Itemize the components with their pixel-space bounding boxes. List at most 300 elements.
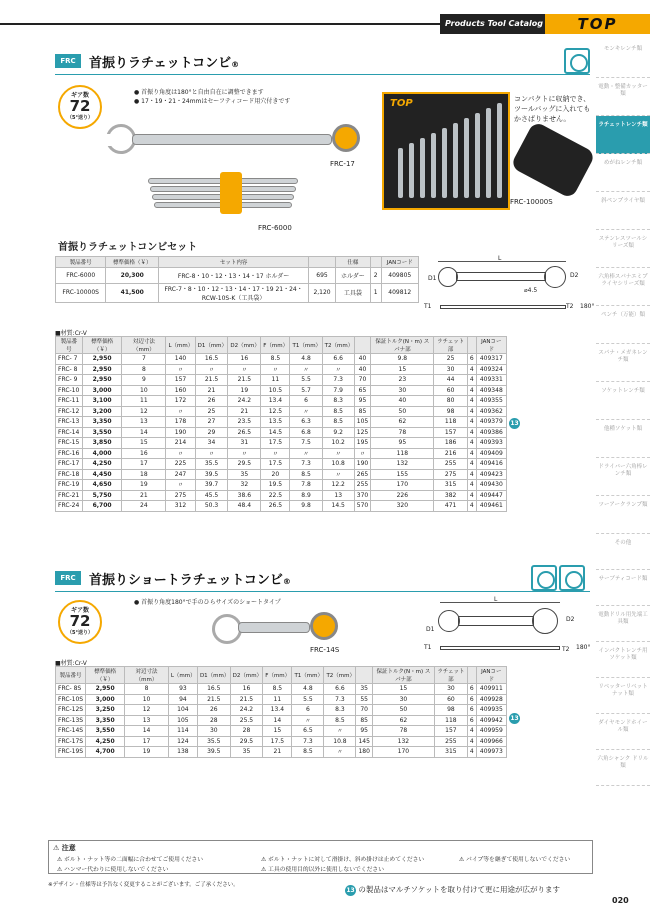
table-cell: 190: [354, 459, 370, 470]
table-cell: 70: [356, 705, 372, 716]
footnote: ※デザイン・仕様等は予告なく変更することがございます。ご了承ください。: [48, 882, 239, 888]
spec-header: 保証トルク(N・m) スパナ部: [371, 337, 434, 354]
table-cell: 12: [125, 705, 169, 716]
caution-box: ⚠ 注意 ⚠ ボルト・ナット等の二面幅に合わせてご使用ください ⚠ ボルト・ナットに対して滑掛け、斜め掛けは止めてください ⚠ パイプ等を継ぎて使用しないでください ⚠ ハンマー代わりに使用しないでください ⚠ 工具の使用目的以外に使用しないでください: [48, 840, 593, 874]
table-cell: 94: [168, 694, 197, 705]
table-cell: 16.5: [197, 684, 230, 695]
table-cell: 409959: [476, 726, 506, 737]
spec-header: JANコード: [476, 667, 506, 684]
table-cell: 4: [467, 385, 476, 396]
table-cell: FRC-10S: [56, 694, 86, 705]
table-cell: 6: [467, 705, 476, 716]
table-cell: 6.6: [322, 354, 354, 365]
table-cell: FRC- 7: [56, 354, 83, 365]
table-cell: 24.2: [228, 396, 261, 407]
material-2: ■材質:Cr-V: [55, 660, 87, 667]
table-cell: 19: [122, 480, 166, 491]
table-cell: 60: [434, 385, 467, 396]
table-cell: 2,950: [82, 354, 121, 365]
table-cell: 39.5: [197, 747, 230, 758]
table-cell: 8: [125, 684, 169, 695]
sidebar-item[interactable]: 六角棒スパナエミプライヤシリーズ類: [596, 268, 650, 306]
table-cell: FRC-19: [56, 480, 83, 491]
table-cell: 5.5: [290, 375, 322, 386]
dimension-diagram-2: L D1 D2 T1 T2 180°: [424, 596, 591, 653]
table-cell: 6: [292, 705, 324, 716]
spec-header: 保証トルク(N・m) スパナ部: [372, 667, 434, 684]
pouch-wrench: [431, 133, 436, 198]
table-cell: 216: [434, 448, 467, 459]
sidebar-item[interactable]: ツーアークランプ類: [596, 496, 650, 534]
set-header: 製品番号: [56, 257, 106, 268]
table-cell: 8.5: [263, 684, 292, 695]
table-cell: 16.5: [195, 354, 228, 365]
table-cell: 21: [122, 490, 166, 501]
table-cell: 4: [467, 747, 476, 758]
table-cell: 195: [354, 438, 370, 449]
table-cell: 409324: [476, 364, 506, 375]
table-cell: 3,200: [82, 406, 121, 417]
table-cell: FRC-24: [56, 501, 83, 512]
table-cell: 13.4: [263, 705, 292, 716]
section1-header: [55, 48, 590, 76]
table-cell: 6.6: [324, 684, 356, 695]
table-cell: 214: [166, 438, 195, 449]
table-cell: 114: [168, 726, 197, 737]
spec-header: [354, 337, 370, 354]
table-cell: 409386: [476, 427, 506, 438]
table-cell: 382: [434, 490, 467, 501]
section1-bullets: ● 首振り角度は180°と自由自在に調整できます ● 17・19・21・24mmはセーフティコード用穴付きです: [134, 89, 291, 105]
table-cell: 178: [166, 417, 195, 428]
table-cell: 27: [195, 417, 228, 428]
table-cell: 409331: [476, 375, 506, 386]
table-cell: 55: [356, 694, 372, 705]
table-cell: 〃: [324, 726, 356, 737]
table-cell: 275: [166, 490, 195, 501]
table-cell: 26: [195, 396, 228, 407]
table-cell: 157: [166, 375, 195, 386]
sidebar-item[interactable]: リベッターリベットナット類: [596, 678, 650, 714]
table-cell: 255: [354, 480, 370, 491]
table-cell: 190: [166, 427, 195, 438]
table-cell: 28: [230, 726, 263, 737]
table-cell: 26.5: [261, 501, 290, 512]
table-cell: 10.8: [322, 459, 354, 470]
table-cell: 7.3: [290, 459, 322, 470]
table-cell: 409348: [476, 385, 506, 396]
table-cell: 4.8: [292, 684, 324, 695]
table-cell: 8.9: [290, 490, 322, 501]
sidebar-item[interactable]: ペンチ（万能）類: [596, 306, 650, 344]
table-cell: 105: [354, 417, 370, 428]
table-cell: 19: [228, 385, 261, 396]
table-cell: 21: [228, 406, 261, 417]
table-cell: 4: [467, 417, 476, 428]
table-cell: 226: [371, 490, 434, 501]
pouch-description: コンパクトに収納でき、ツールバッグに入れてもかさばりません。: [514, 95, 591, 123]
spec-header: F（mm）: [263, 667, 292, 684]
table-cell: 3,100: [82, 396, 121, 407]
table-cell: 6.3: [290, 417, 322, 428]
table-cell: FRC-13: [56, 417, 83, 428]
table-cell: 7.8: [290, 480, 322, 491]
sidebar-item[interactable]: ラチェットレンチ類: [596, 116, 650, 154]
table-cell: 247: [166, 469, 195, 480]
set-cell: 工具袋: [335, 283, 370, 302]
table-cell: 104: [168, 705, 197, 716]
sidebar-item[interactable]: 電動・整備カッター類: [596, 78, 650, 116]
table-cell: 18: [122, 469, 166, 480]
table-cell: 13: [322, 490, 354, 501]
table-cell: 8.3: [322, 396, 354, 407]
table-cell: FRC-14: [56, 427, 83, 438]
table-cell: 98: [434, 705, 467, 716]
table-cell: 4: [467, 448, 476, 459]
table-cell: 35: [356, 684, 372, 695]
table-cell: 225: [166, 459, 195, 470]
table-cell: 186: [434, 438, 467, 449]
table-cell: 12.2: [322, 480, 354, 491]
spec-header: D1（mm）: [197, 667, 230, 684]
table-cell: 〃: [261, 364, 290, 375]
spec-header: ラチェット部: [434, 667, 467, 684]
sidebar-item[interactable]: めがねレンチ類: [596, 154, 650, 192]
table-cell: 4: [467, 406, 476, 417]
table-cell: 7.3: [292, 736, 324, 747]
table-cell: 9.8: [371, 354, 434, 365]
table-cell: 70: [354, 375, 370, 386]
sidebar-item[interactable]: ドライバー六角棒レンチ類: [596, 458, 650, 496]
sidebar-item[interactable]: 電動ドリル用先端工具類: [596, 606, 650, 642]
section1-tag: FRC: [55, 54, 81, 68]
table-cell: 3,550: [82, 427, 121, 438]
table-cell: 14: [125, 726, 169, 737]
table-cell: FRC-13S: [56, 715, 86, 726]
table-cell: 35.5: [197, 736, 230, 747]
table-cell: FRC- 8S: [56, 684, 86, 695]
table-cell: 30: [434, 684, 467, 695]
table-cell: 19.5: [261, 480, 290, 491]
table-cell: 4,650: [82, 480, 121, 491]
table-cell: 5.7: [290, 385, 322, 396]
table-cell: 25: [434, 354, 467, 365]
table-cell: FRC-12: [56, 406, 83, 417]
sidebar-item[interactable]: 他種ソケット類: [596, 420, 650, 458]
set-cell: ホルダー: [335, 267, 370, 283]
table-cell: 26.5: [228, 427, 261, 438]
table-cell: 4: [467, 736, 476, 747]
table-cell: 409423: [476, 469, 506, 480]
table-cell: 15: [371, 364, 434, 375]
table-cell: 65: [354, 385, 370, 396]
multi-socket-mark-2: 13: [510, 715, 519, 722]
table-cell: 30: [372, 694, 434, 705]
table-cell: 38.6: [228, 490, 261, 501]
table-cell: 13: [122, 417, 166, 428]
table-cell: 4.8: [290, 354, 322, 365]
table-cell: 4: [467, 364, 476, 375]
table-cell: 3,850: [82, 438, 121, 449]
sidebar-item[interactable]: その他: [596, 534, 650, 570]
table-cell: 5,750: [82, 490, 121, 501]
table-cell: 10.5: [261, 385, 290, 396]
table-cell: 14: [122, 427, 166, 438]
table-cell: 50: [372, 705, 434, 716]
spec-header: T2（mm）: [324, 667, 356, 684]
spec-header: D2（mm）: [228, 337, 261, 354]
table-cell: 〃: [322, 364, 354, 375]
table-cell: 93: [168, 684, 197, 695]
set-title: 首振りラチェットコンビセット: [58, 242, 198, 253]
set-cell: FRC-10000S: [56, 283, 106, 302]
table-cell: 4: [467, 726, 476, 737]
pouch-wrench: [420, 138, 425, 198]
table-cell: 4: [467, 438, 476, 449]
table-cell: 4: [467, 501, 476, 512]
table-cell: 21.5: [228, 375, 261, 386]
spec-header: [467, 667, 476, 684]
table-cell: 23: [371, 375, 434, 386]
set-header: 標準価格（￥）: [106, 257, 159, 268]
set-cell: 20,300: [106, 267, 159, 283]
table-cell: 409942: [476, 715, 506, 726]
table-cell: 21: [263, 747, 292, 758]
spec-header: L（mm）: [168, 667, 197, 684]
set-cell: 2,120: [309, 283, 336, 302]
table-cell: 21.5: [230, 694, 263, 705]
spec-header: 製品番号: [56, 667, 86, 684]
table-cell: 6: [467, 684, 476, 695]
table-cell: 19: [125, 747, 169, 758]
table-cell: 7.3: [324, 694, 356, 705]
set-cell: 409812: [381, 283, 419, 302]
table-cell: 409409: [476, 448, 506, 459]
set-cell: 1: [370, 283, 381, 302]
table-cell: 85: [354, 406, 370, 417]
table-cell: 118: [371, 448, 434, 459]
table-cell: 145: [356, 736, 372, 747]
table-cell: 80: [434, 396, 467, 407]
table-cell: 〃: [322, 469, 354, 480]
table-cell: 26: [197, 705, 230, 716]
spec-header: D1（mm）: [195, 337, 228, 354]
table-cell: 118: [434, 715, 467, 726]
table-cell: 409317: [476, 354, 506, 365]
table-cell: 29.5: [228, 459, 261, 470]
table-cell: 50.3: [195, 501, 228, 512]
sidebar-item[interactable]: インパクトレンチ用ソケット類: [596, 642, 650, 678]
set-header: [370, 257, 381, 268]
table-cell: 〃: [324, 747, 356, 758]
table-cell: 3,550: [86, 726, 125, 737]
sidebar-item[interactable]: 六角シャンク ドリル類: [596, 750, 650, 786]
table-cell: 〃: [166, 480, 195, 491]
table-cell: 23.5: [228, 417, 261, 428]
sidebar-item[interactable]: ステンレスツールシリーズ類: [596, 230, 650, 268]
table-cell: 7.5: [290, 438, 322, 449]
table-cell: 39.7: [195, 480, 228, 491]
table-cell: 14.5: [261, 427, 290, 438]
table-cell: 409935: [476, 705, 506, 716]
table-cell: 125: [354, 427, 370, 438]
table-cell: 10: [122, 385, 166, 396]
table-cell: 6: [467, 694, 476, 705]
table-cell: 409355: [476, 396, 506, 407]
frc17-image: FRC-17: [100, 112, 380, 172]
table-cell: 62: [371, 417, 434, 428]
table-cell: 7.3: [322, 375, 354, 386]
table-cell: 409911: [476, 684, 506, 695]
table-cell: 11: [261, 375, 290, 386]
pouch-wrench: [486, 108, 491, 198]
gear-count-badge: ギア数 72 （5°送り）: [58, 85, 102, 129]
spec-header: 対辺寸法（mm）: [122, 337, 166, 354]
table-cell: 4: [467, 480, 476, 491]
table-cell: FRC-17: [56, 459, 83, 470]
table-cell: 275: [434, 469, 467, 480]
table-cell: 157: [434, 726, 467, 737]
table-cell: FRC- 8: [56, 364, 83, 375]
section2-bullets: ● 首振り角度180°で手のひらサイズのショートタイプ: [134, 599, 281, 606]
table-cell: 10.8: [324, 736, 356, 747]
table-cell: 132: [371, 459, 434, 470]
table-cell: 35: [228, 469, 261, 480]
table-cell: 17.5: [261, 438, 290, 449]
table-cell: 5.5: [292, 694, 324, 705]
sidebar-item[interactable]: モンキレンチ類: [596, 40, 650, 78]
table-cell: 8: [122, 364, 166, 375]
table-cell: 34: [195, 438, 228, 449]
table-cell: 60: [434, 694, 467, 705]
table-cell: 124: [168, 736, 197, 747]
spec-header: 製品番号: [56, 337, 83, 354]
rolled-pouch-image: [510, 121, 596, 200]
table-cell: 370: [354, 490, 370, 501]
table-cell: 22.5: [261, 490, 290, 501]
table-cell: 8.5: [290, 469, 322, 480]
set-table: [55, 256, 419, 303]
sidebar-item[interactable]: ダイヤモンドホイール類: [596, 714, 650, 750]
table-cell: 8.3: [324, 705, 356, 716]
table-cell: 40: [354, 364, 370, 375]
table-cell: 13: [125, 715, 169, 726]
frc6000-image: FRC-6000: [140, 172, 320, 234]
set-header: [309, 257, 336, 268]
table-cell: 4,250: [82, 459, 121, 470]
table-cell: 98: [434, 406, 467, 417]
table-cell: 20: [261, 469, 290, 480]
spec-header: 対辺寸法（mm）: [125, 667, 169, 684]
table-cell: 4: [467, 396, 476, 407]
table-cell: 138: [168, 747, 197, 758]
table-cell: 4,450: [82, 469, 121, 480]
table-cell: 10: [125, 694, 169, 705]
table-cell: 4,000: [82, 448, 121, 459]
table-cell: 13.5: [261, 417, 290, 428]
table-cell: 315: [434, 747, 467, 758]
table-cell: 44: [434, 375, 467, 386]
table-cell: 409393: [476, 438, 506, 449]
table-cell: 4,700: [86, 747, 125, 758]
table-cell: 〃: [290, 406, 322, 417]
table-cell: 170: [372, 747, 434, 758]
table-cell: 16: [230, 684, 263, 695]
table-cell: 〃: [290, 448, 322, 459]
table-cell: FRC-16: [56, 448, 83, 459]
sidebar-item[interactable]: ソケットレンチ類: [596, 382, 650, 420]
table-cell: 21.5: [197, 694, 230, 705]
table-cell: 4: [467, 459, 476, 470]
table-cell: 17: [122, 459, 166, 470]
table-cell: 8.5: [324, 715, 356, 726]
pouch-wrench: [409, 143, 414, 198]
set-cell: 695: [309, 267, 336, 283]
table-cell: 25.5: [230, 715, 263, 726]
table-cell: 409973: [476, 747, 506, 758]
table-cell: 2,950: [82, 364, 121, 375]
set-cell: 409805: [381, 267, 419, 283]
table-cell: 30: [434, 364, 467, 375]
table-cell: 95: [356, 726, 372, 737]
table-cell: 409416: [476, 459, 506, 470]
spec-header: ラチェット部: [434, 337, 467, 354]
table-cell: 9.2: [322, 427, 354, 438]
table-cell: 〃: [166, 364, 195, 375]
table-cell: FRC-12S: [56, 705, 86, 716]
table-cell: 39.5: [195, 469, 228, 480]
table-cell: 409966: [476, 736, 506, 747]
table-cell: 471: [434, 501, 467, 512]
table-cell: 312: [166, 501, 195, 512]
table-cell: 3,350: [82, 417, 121, 428]
table-cell: FRC- 9: [56, 375, 83, 386]
table-cell: 14: [263, 715, 292, 726]
sidebar-item[interactable]: サーブティコード類: [596, 570, 650, 606]
table-cell: 155: [371, 469, 434, 480]
table-cell: 8.5: [292, 747, 324, 758]
table-cell: 6: [467, 354, 476, 365]
set-cell: FRC-6000: [56, 267, 106, 283]
table-cell: 32: [228, 480, 261, 491]
table-cell: 409430: [476, 480, 506, 491]
spec-header: 標準価格（￥）: [82, 337, 121, 354]
section2-header: [55, 565, 590, 593]
table-cell: FRC-18: [56, 469, 83, 480]
ratchet-icon-2: [531, 565, 557, 591]
table-cell: 30: [197, 726, 230, 737]
spec-header: 標準価格（￥）: [86, 667, 125, 684]
sidebar-item[interactable]: スパナ・メガネレンチ類: [596, 344, 650, 382]
table-cell: FRC-21: [56, 490, 83, 501]
table-cell: 4: [467, 375, 476, 386]
table-cell: 255: [434, 736, 467, 747]
table-cell: 〃: [166, 406, 195, 417]
set-cell: 41,500: [106, 283, 159, 302]
table-cell: 8.5: [322, 417, 354, 428]
table-cell: 3,350: [86, 715, 125, 726]
table-cell: 28: [197, 715, 230, 726]
table-cell: 15: [263, 726, 292, 737]
table-cell: 21.5: [195, 375, 228, 386]
pouch-wrench: [464, 118, 469, 198]
catalog-title: Products Tool Catalog: [440, 14, 545, 34]
sidebar-item[interactable]: 斜ペンプライヤ類: [596, 192, 650, 230]
table-cell: FRC-19S: [56, 747, 86, 758]
top-banner: [0, 14, 650, 34]
table-cell: 160: [166, 385, 195, 396]
gear-count-badge-2: ギア数 72 （5°送り）: [58, 600, 102, 644]
